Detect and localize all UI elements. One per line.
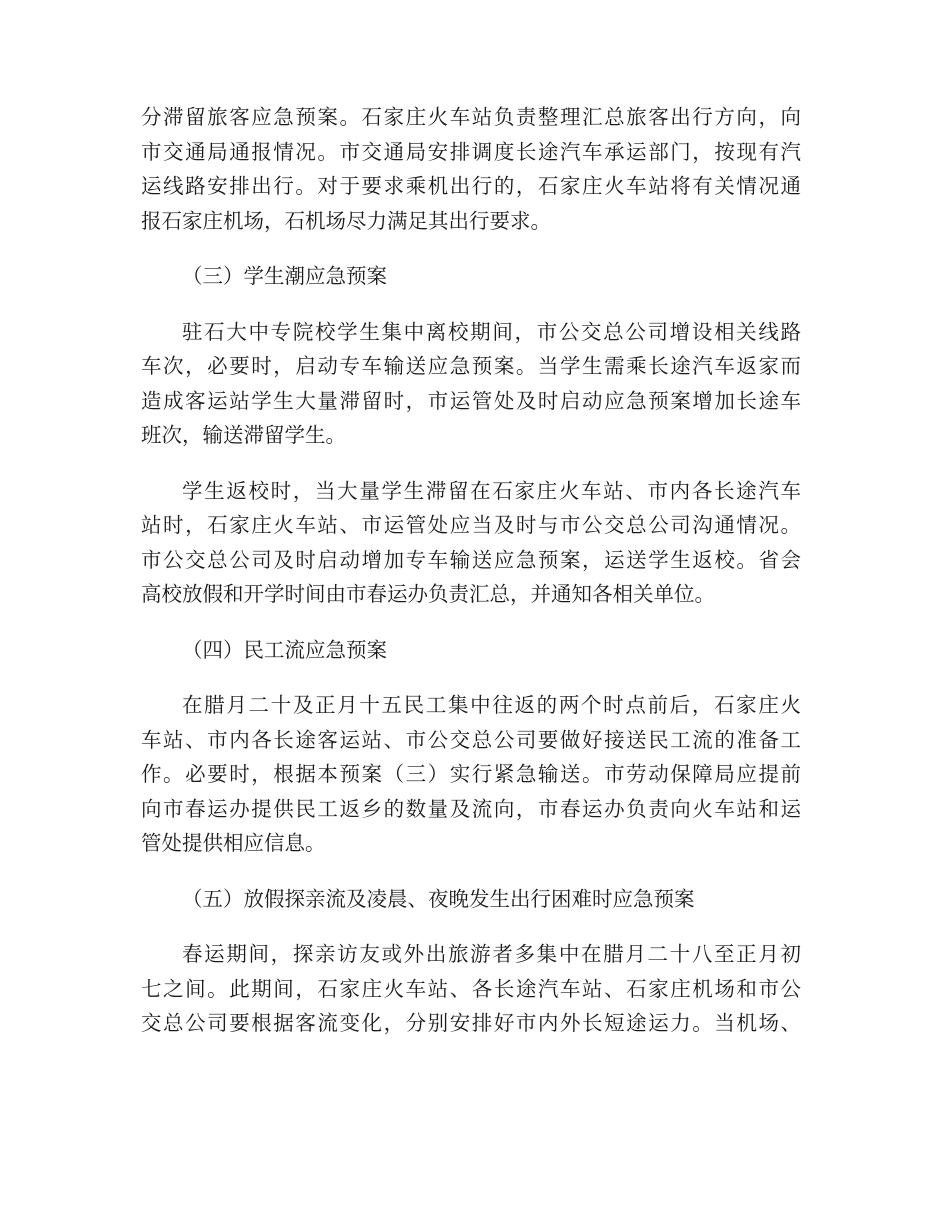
paragraph-holiday-travel <box>141 937 801 1041</box>
text-line: 运线路安排出行。对于要求乘机出行的，石家庄火车站将有关情况通 <box>141 174 801 198</box>
text-line: 报石家庄机场，石机场尽力满足其出行要求。 <box>141 208 551 233</box>
text-line: 市公交总公司及时启动增加专车输送应急预案，运送学生返校。省会 <box>141 547 801 572</box>
text-line: 高校放假和开学时间由市春运办负责汇总，并通知各相关单位。 <box>141 582 715 606</box>
text-line: 驻石大中专院校学生集中离校期间，市公交总公司增设相关线路 <box>182 319 801 344</box>
paragraph-student-departure <box>141 315 801 453</box>
section-heading-migrant-workers <box>141 633 801 668</box>
text-line: 分滞留旅客应急预案。石家庄火车站负责整理汇总旅客出行方向，向 <box>141 105 801 129</box>
text-line: 春运期间，探亲访友或外出旅游者多集中在腊月二十八至正月初 <box>182 942 801 966</box>
section-heading-student-rush <box>141 259 801 294</box>
text-line: 作。必要时，根据本预案（三）实行紧急输送。市劳动保障局应提前 <box>141 762 801 786</box>
text-line: 车次，必要时，启动专车输送应急预案。当学生需乘长途汽车返家而 <box>141 354 801 378</box>
text-line: 造成客运站学生大量滞留时，市运管处及时启动应急预案增加长途车 <box>141 388 801 413</box>
paragraph-stranded-passengers <box>141 100 801 238</box>
text-line: 在腊月二十及正月十五民工集中往返的两个时点前后，石家庄火 <box>182 693 801 717</box>
text-line: 站时，石家庄火车站、市运管处应当及时与市公交总公司沟通情况。 <box>141 513 801 537</box>
paragraph-student-return <box>141 474 801 612</box>
text-line: 管处提供相应信息。 <box>141 831 326 855</box>
text-line: 班次，输送滞留学生。 <box>141 423 346 447</box>
heading-text: （三）学生潮应急预案 <box>182 264 387 288</box>
section-heading-holiday-travel <box>141 882 801 917</box>
text-line: 交总公司要根据客流变化，分别安排好市内外长短途运力。当机场、 <box>141 1011 801 1035</box>
text-line: 学生返校时，当大量学生滞留在石家庄火车站、市内各长途汽车 <box>182 478 801 503</box>
text-line: 市交通局通报情况。市交通局安排调度长途汽车承运部门，按现有汽 <box>141 139 801 164</box>
text-line: 车站、市内各长途客运站、市公交总公司要做好接送民工流的准备工 <box>141 727 801 752</box>
heading-text: （五）放假探亲流及凌晨、夜晚发生出行困难时应急预案 <box>182 886 695 911</box>
document-body <box>141 100 801 1041</box>
paragraph-migrant-workers <box>141 688 801 861</box>
text-line: 向市春运办提供民工返乡的数量及流向，市春运办负责向火车站和运 <box>141 796 801 821</box>
text-line: 七之间。此期间，石家庄火车站、各长途汽车站、石家庄机场和市公 <box>141 976 801 1001</box>
heading-text: （四）民工流应急预案 <box>182 637 387 662</box>
